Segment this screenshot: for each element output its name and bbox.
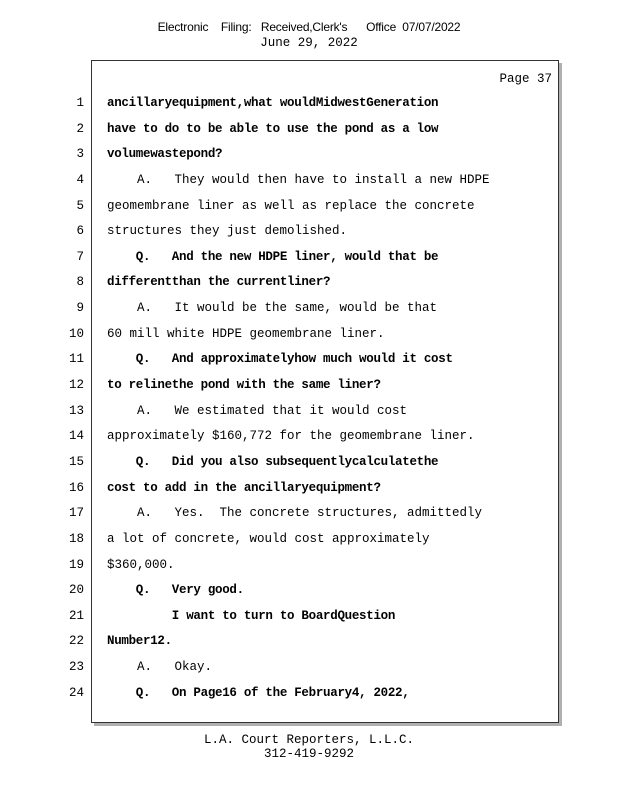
transcript-line: Q. On Page16 of the February4, 2022, bbox=[107, 685, 410, 700]
line-number: 6 bbox=[76, 224, 84, 239]
transcript-line: A. They would then have to install a new HDPE bbox=[107, 172, 490, 187]
line-number: 8 bbox=[76, 275, 84, 290]
transcript-line: 60 mill white HDPE geomembrane liner. bbox=[107, 326, 385, 341]
line-number: 22 bbox=[68, 634, 84, 649]
transcript-line: differentthan the currentliner? bbox=[107, 275, 331, 290]
transcript-line: $360,000. bbox=[107, 557, 175, 572]
line-number: 9 bbox=[76, 301, 84, 316]
transcript-line: I want to turn to BoardQuestion bbox=[107, 608, 396, 623]
line-number: 20 bbox=[68, 583, 84, 598]
transcript-line: Q. And approximatelyhow much would it cost bbox=[107, 352, 453, 367]
line-number: 4 bbox=[76, 172, 84, 187]
transcript-line: A. Yes. The concrete structures, admittedly bbox=[107, 506, 483, 521]
line-number: 2 bbox=[76, 121, 84, 136]
transcript-line: cost to add in the ancillaryequipment? bbox=[107, 480, 381, 495]
transcript-line: volumewastepond? bbox=[107, 147, 223, 162]
line-number: 21 bbox=[68, 608, 84, 623]
transcript-line: have to do to be able to use the pond as a low bbox=[107, 121, 439, 136]
line-number: 10 bbox=[68, 326, 84, 341]
line-number: 7 bbox=[76, 249, 84, 264]
line-number: 15 bbox=[68, 454, 84, 469]
line-number: 11 bbox=[68, 352, 84, 367]
line-number: 23 bbox=[68, 660, 84, 675]
transcript-line: approximately $160,772 for the geomembrane liner. bbox=[107, 429, 475, 444]
line-number: 5 bbox=[76, 198, 84, 213]
transcript-line: Q. Very good. bbox=[107, 583, 244, 598]
line-number: 14 bbox=[68, 429, 84, 444]
line-number: 24 bbox=[68, 685, 84, 700]
transcript-line: Q. Did you also subsequentlycalculatethe bbox=[107, 454, 439, 469]
line-number: 13 bbox=[68, 403, 84, 418]
transcript-line: Q. And the new HDPE liner, would that be bbox=[107, 249, 439, 264]
line-number: 19 bbox=[68, 557, 84, 572]
footer bbox=[0, 733, 618, 761]
footer-company: L.A. Court Reporters, L.L.C. bbox=[203, 733, 415, 747]
transcript-line: Number12. bbox=[107, 634, 172, 649]
transcript-line: to relinethe pond with the same liner? bbox=[107, 378, 381, 393]
transcript-line: A. Okay. bbox=[107, 660, 213, 675]
line-number-column bbox=[56, 94, 84, 709]
transcript-line: ancillaryequipment,what wouldMidwestGeneration bbox=[107, 96, 439, 110]
transcript-line: a lot of concrete, would cost approximately bbox=[107, 531, 430, 546]
line-number: 17 bbox=[68, 506, 84, 521]
line-number: 12 bbox=[68, 378, 84, 393]
footer-phone: 312-419-9292 bbox=[263, 747, 354, 761]
filing-stamp: Electronic Filing: Received,Clerk's Office 07/07/2022 bbox=[157, 20, 461, 34]
line-number: 1 bbox=[76, 96, 84, 110]
transcript-line: A. We estimated that it would cost bbox=[107, 403, 408, 418]
page-number: Page 37 bbox=[499, 72, 552, 86]
transcript-line: structures they just demolished. bbox=[107, 224, 348, 239]
line-number: 3 bbox=[76, 147, 84, 162]
transcript-line: geomembrane liner as well as replace the concrete bbox=[107, 198, 475, 213]
transcript-body bbox=[107, 94, 552, 709]
transcript-line: A. It would be the same, would be that bbox=[107, 301, 438, 316]
line-number: 18 bbox=[68, 531, 84, 546]
line-number: 16 bbox=[68, 480, 84, 495]
transcript-date: June 29, 2022 bbox=[260, 36, 358, 50]
